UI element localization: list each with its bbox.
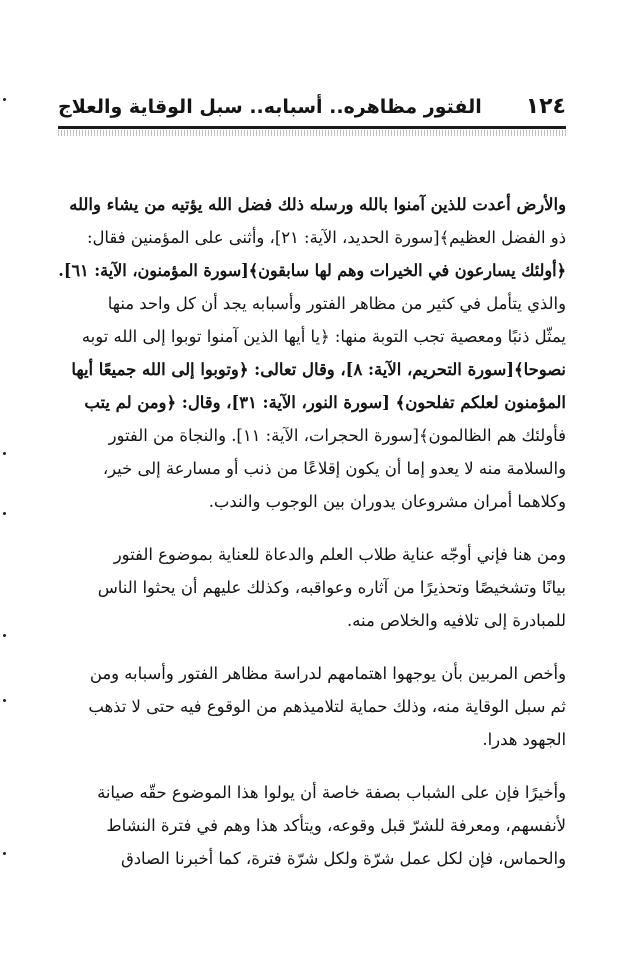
text-line: ﴿أولئك يسارعون في الخيرات وهم لها سابقون﴾[سورة المؤمنون، الآية: ٦١].: [58, 261, 566, 280]
text-line: نصوحا﴾[سورة التحريم، الآية: ٨]، وقال تعالى: ﴿وتوبوا إلى الله جميعًا أيها: [71, 360, 566, 379]
text-line: وأخيرًا فإن على الشباب بصفة خاصة أن يولوا هذا الموضوع حقّه صيانة: [97, 783, 566, 802]
text-line: يمثّل ذنبًا ومعصية تجب التوبة منها: ﴿يا أيها الذين آمنوا توبوا إلى الله توبه: [81, 327, 566, 346]
text-line: وأخص المربين بأن يوجهوا اهتمامهم لدراسة مظاهر الفتور وأسبابه ومن: [89, 664, 566, 683]
text-line: والسلامة منه لا يعدو إما أن يكون إقلاعًا من ذنب أو مسارعة إلى خير،: [102, 459, 566, 478]
text-line: والأرض أعدت للذين آمنوا بالله ورسله ذلك فضل الله يؤتيه من يشاء والله: [69, 195, 566, 214]
body-text: [58, 188, 566, 875]
scan-speck: [3, 512, 6, 515]
running-title: الفتور مظاهره.. أسبابه.. سبل الوقاية والعلاج: [58, 96, 482, 118]
text-line: وكلاهما أمران مشروعان يدوران بين الوجوب والندب.: [208, 492, 566, 511]
text-line: للمبادرة إلى تلافيه والخلاص منه.: [347, 611, 566, 630]
text-line: ذو الفضل العظيم﴾[سورة الحديد، الآية: ٢١]، وأثنى على المؤمنين فقال:: [87, 228, 566, 247]
text-line: لأنفسهم، ومعرفة للشرّ قبل وقوعه، ويتأكد هذا وهم في فترة النشاط: [106, 816, 566, 835]
scan-speck: [3, 699, 6, 702]
scan-speck: [3, 852, 6, 855]
paragraph-1: [58, 188, 566, 518]
text-line: والذي يتأمل في كثير من مظاهر الفتور وأسبابه يجد أن كل واحد منها: [107, 294, 566, 313]
paragraph-4: [58, 776, 566, 875]
text-line: ثم سبل الوقاية منه، وذلك حماية لتلاميذهم من الوقوع فيه حتى لا تذهب: [88, 697, 566, 716]
text-line: والحماس، فإن لكل عمل شرّة ولكل شرّة فترة، كما أخبرنا الصادق: [121, 849, 566, 868]
scan-speck: [3, 634, 6, 637]
page-header: [58, 92, 566, 124]
scan-speck: [3, 98, 6, 101]
paragraph-2: [58, 538, 566, 637]
header-rule: [58, 126, 566, 129]
text-line: بيانًا وتشخيصًا وتحذيرًا من آثاره وعواقبه، وكذلك عليهم أن يحثوا الناس: [97, 578, 566, 597]
text-line: فأولئك هم الظالمون﴾[سورة الحجرات، الآية: ١١]. والنجاة من الفتور: [108, 426, 566, 445]
paragraph-3: [58, 657, 566, 756]
text-line: ومن هنا فإني أوجّه عناية طلاب العلم والدعاة للعناية بموضوع الفتور: [113, 545, 566, 564]
text-line: الجهود هدرا.: [482, 730, 566, 749]
header-ornament-band: [58, 130, 566, 136]
scan-speck: [3, 452, 6, 455]
text-line: المؤمنون لعلكم تفلحون﴾ [سورة النور، الآية: ٣١]، وقال: ﴿ومن لم يتب: [84, 393, 566, 412]
page-number: ١٢٤: [525, 94, 566, 119]
